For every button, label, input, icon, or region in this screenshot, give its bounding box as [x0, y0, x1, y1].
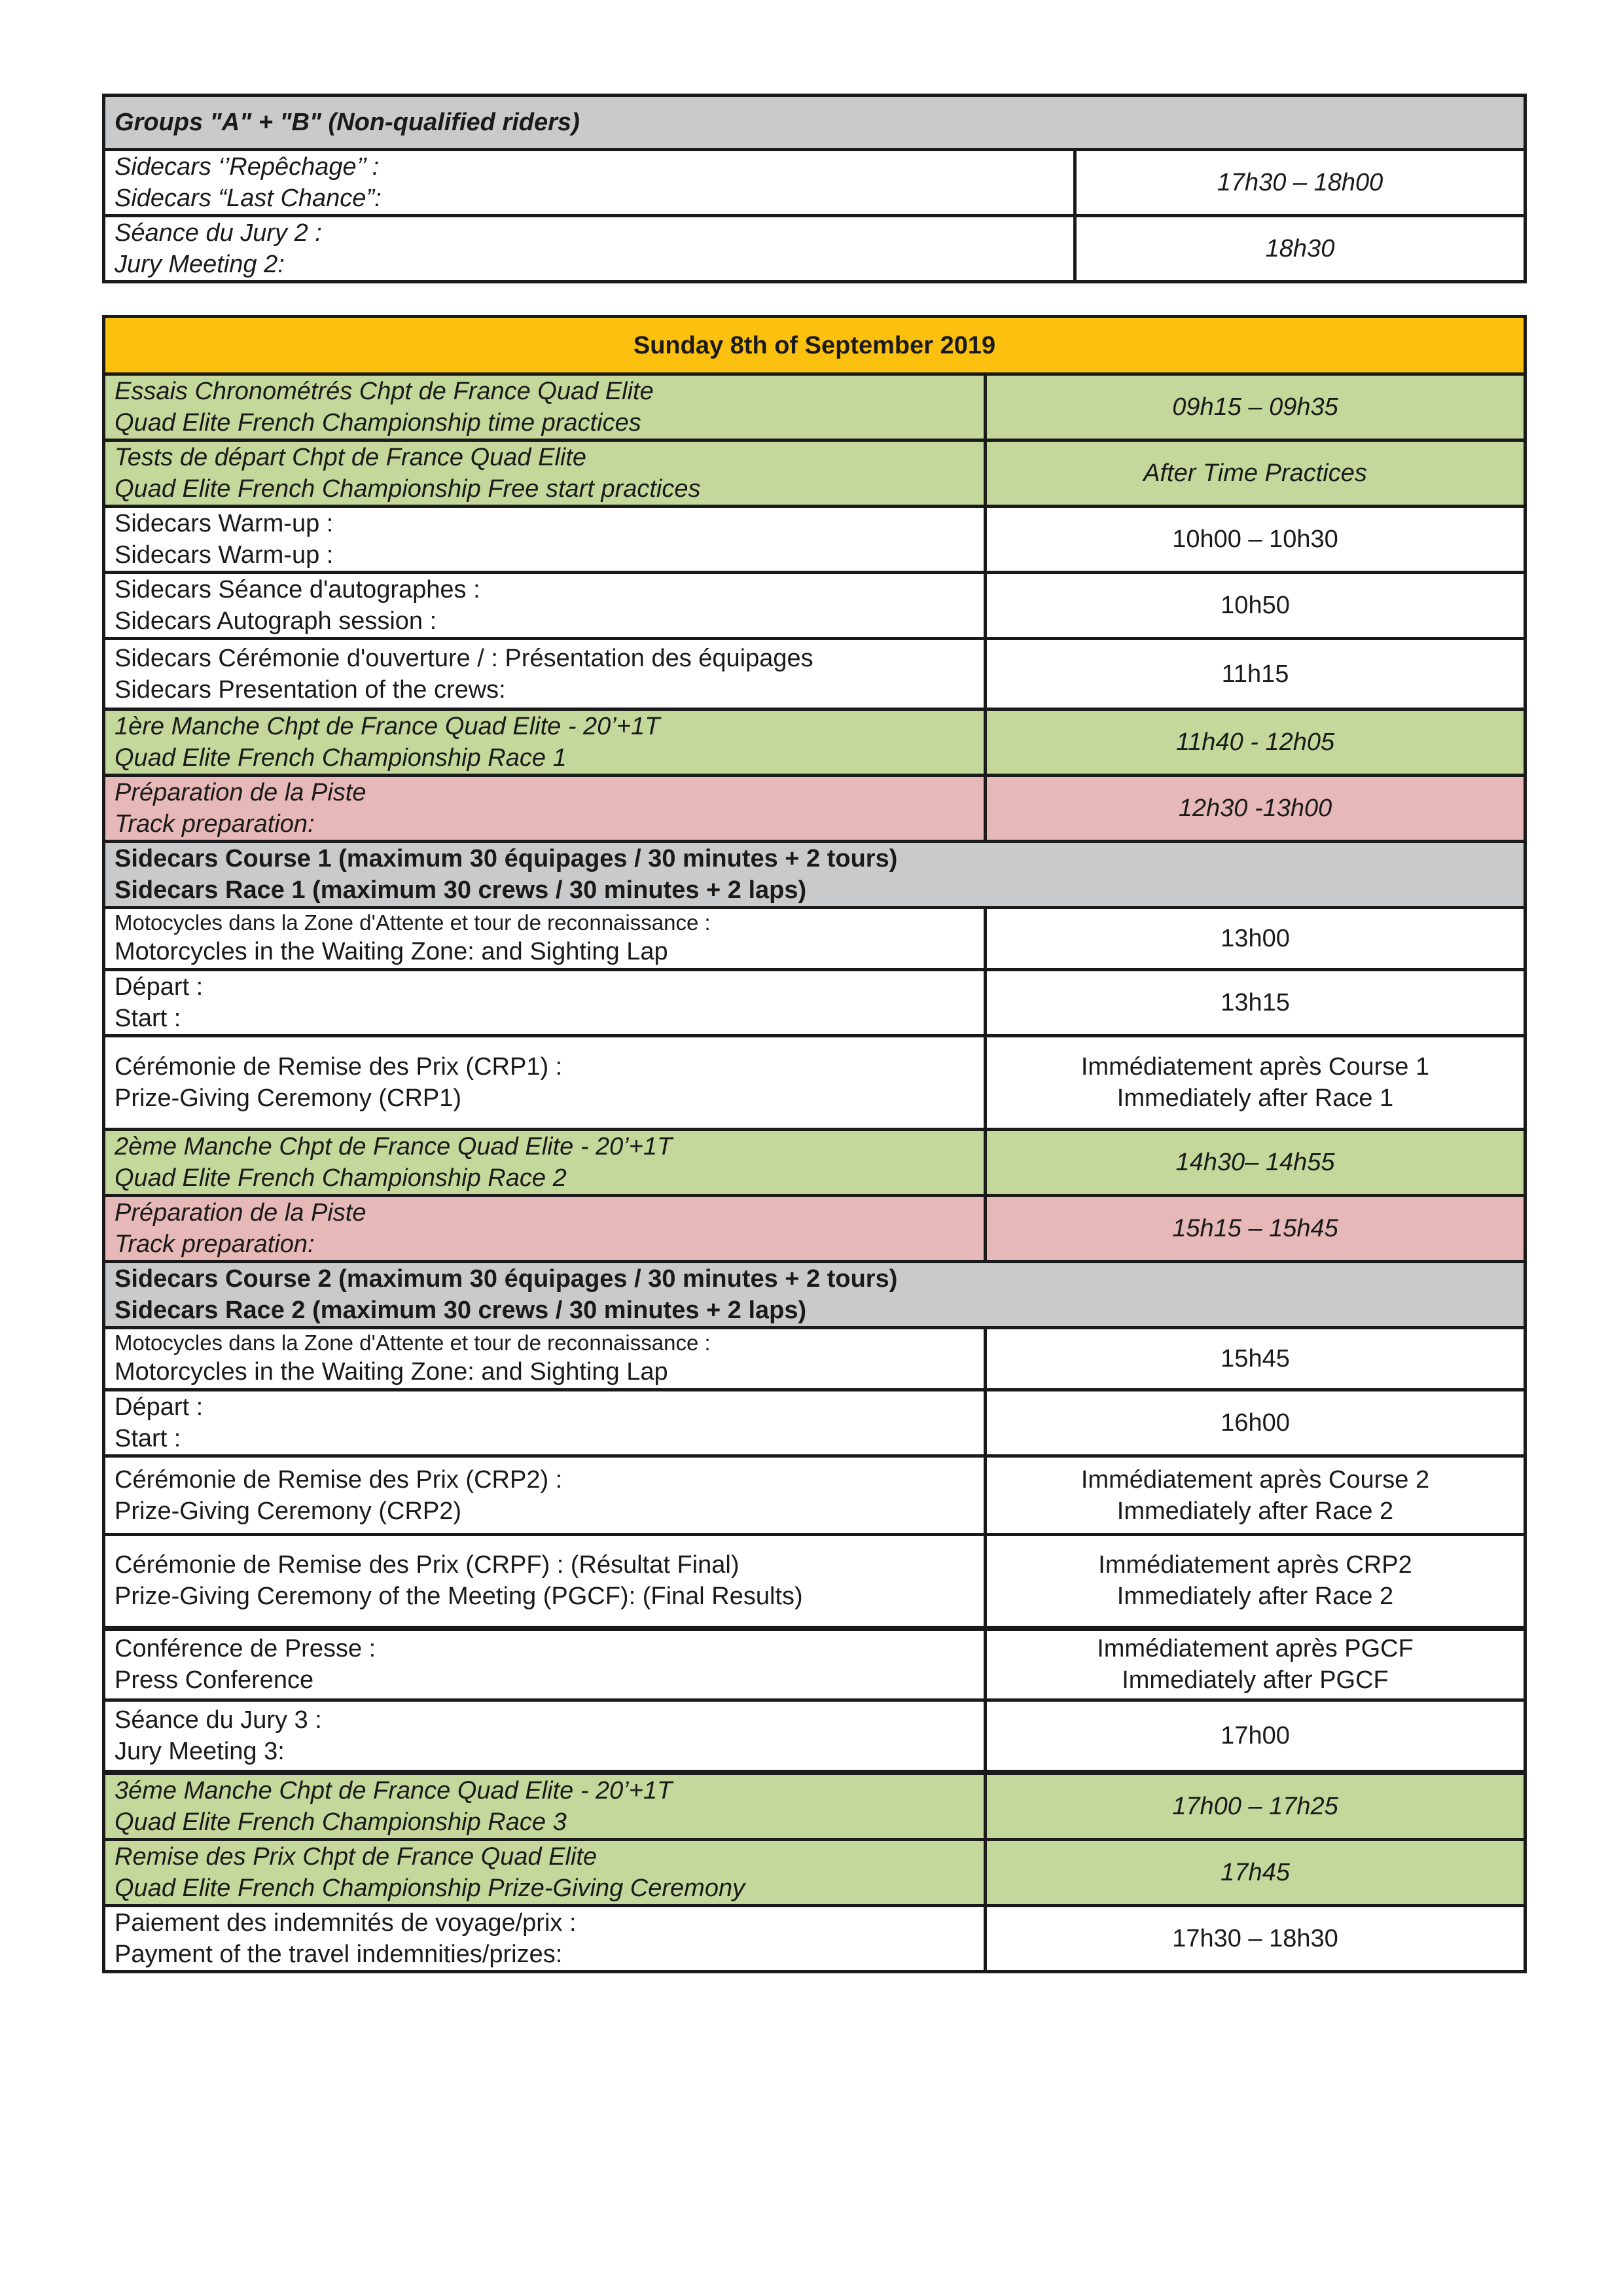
row-label: Préparation de la Piste Track preparation: — [104, 1196, 986, 1262]
groups-header: Groups "A" + "B" (Non-qualified riders) — [104, 96, 1525, 150]
row-label: Cérémonie de Remise des Prix (CRP2) : Prize-Giving Ceremony (CRP2) — [104, 1456, 986, 1535]
row-label: Cérémonie de Remise des Prix (CRP1) : Prize-Giving Ceremony (CRP1) — [104, 1036, 986, 1130]
row-time: 13h15 — [986, 970, 1525, 1036]
row-time: After Time Practices — [986, 440, 1525, 507]
row-time: 17h30 – 18h30 — [986, 1905, 1525, 1971]
row-label: Départ : Start : — [104, 1390, 986, 1456]
row-time: 17h00 — [986, 1700, 1525, 1772]
row-label: Départ : Start : — [104, 970, 986, 1036]
schedule-table-groups-ab — [102, 94, 1527, 283]
row-label: Essais Chronométrés Chpt de France Quad Elite Quad Elite French Championship time practices — [104, 374, 986, 440]
row-time: 10h50 — [986, 573, 1525, 639]
row-label: Motocycles dans la Zone d'Attente et tour de reconnaissance : Motorcycles in the Waiting Zone: and Sighting Lap — [104, 1328, 986, 1390]
row-label: Tests de départ Chpt de France Quad Elite Quad Elite French Championship Free start practices — [104, 440, 986, 507]
row-label: Sidecars Séance d'autographes : Sidecars Autograph session : — [104, 573, 986, 639]
row-time: Immédiatement après Course 1 Immediately after Race 1 — [986, 1036, 1525, 1130]
row-time: 15h45 — [986, 1328, 1525, 1390]
row-time: 11h40 - 12h05 — [986, 709, 1525, 776]
row-label: Séance du Jury 3 : Jury Meeting 3: — [104, 1700, 986, 1772]
row-time: 13h00 — [986, 908, 1525, 970]
row-label: Paiement des indemnités de voyage/prix : Payment of the travel indemnities/prizes: — [104, 1905, 986, 1971]
row-label: Séance du Jury 2 : Jury Meeting 2: — [104, 216, 1075, 282]
row-time: 17h30 – 18h00 — [1075, 150, 1525, 216]
race-section-header: Sidecars Course 2 (maximum 30 équipages / 30 minutes + 2 tours) Sidecars Race 2 (maximum 30 crews / 30 minutes + 2 laps) — [104, 1262, 1525, 1328]
row-time: 17h45 — [986, 1839, 1525, 1905]
row-label: Cérémonie de Remise des Prix (CRPF) : (Résultat Final) Prize-Giving Ceremony of the Meeting (PGCF): (Final Results) — [104, 1535, 986, 1628]
row-time: 12h30 -13h00 — [986, 776, 1525, 842]
row-time: 15h15 – 15h45 — [986, 1196, 1525, 1262]
race-section-header: Sidecars Course 1 (maximum 30 équipages / 30 minutes + 2 tours) Sidecars Race 1 (maximum 30 crews / 30 minutes + 2 laps) — [104, 842, 1525, 908]
row-time: 09h15 – 09h35 — [986, 374, 1525, 440]
row-time: 18h30 — [1075, 216, 1525, 282]
row-label: 2ème Manche Chpt de France Quad Elite - 20’+1T Quad Elite French Championship Race 2 — [104, 1130, 986, 1196]
row-label: 1ère Manche Chpt de France Quad Elite - 20’+1T Quad Elite French Championship Race 1 — [104, 709, 986, 776]
row-label: Remise des Prix Chpt de France Quad Elite Quad Elite French Championship Prize-Giving Ceremony — [104, 1839, 986, 1905]
row-label: Préparation de la Piste Track preparation: — [104, 776, 986, 842]
row-time: 16h00 — [986, 1390, 1525, 1456]
row-label: Sidecars Warm-up : Sidecars Warm-up : — [104, 507, 986, 573]
row-label: Motocycles dans la Zone d'Attente et tour de reconnaissance : Motorcycles in the Waiting Zone: and Sighting Lap — [104, 908, 986, 970]
row-time: Immédiatement après Course 2 Immediately after Race 2 — [986, 1456, 1525, 1535]
row-time: Immédiatement après PGCF Immediately after PGCF — [986, 1628, 1525, 1700]
day-header: Sunday 8th of September 2019 — [104, 317, 1525, 374]
row-label: Conférence de Presse : Press Conference — [104, 1628, 986, 1700]
row-label: Sidecars ‘’Repêchage’’ : Sidecars “Last Chance”: — [104, 150, 1075, 216]
schedule-table-sunday — [102, 315, 1527, 1973]
row-label: Sidecars Cérémonie d'ouverture / : Présentation des équipages Sidecars Presentation of the crews: — [104, 639, 986, 709]
row-time: Immédiatement après CRP2 Immediately after Race 2 — [986, 1535, 1525, 1628]
row-time: 11h15 — [986, 639, 1525, 709]
row-time: 14h30– 14h55 — [986, 1130, 1525, 1196]
row-label: 3éme Manche Chpt de France Quad Elite - 20’+1T Quad Elite French Championship Race 3 — [104, 1772, 986, 1840]
row-time: 10h00 – 10h30 — [986, 507, 1525, 573]
row-time: 17h00 – 17h25 — [986, 1772, 1525, 1840]
